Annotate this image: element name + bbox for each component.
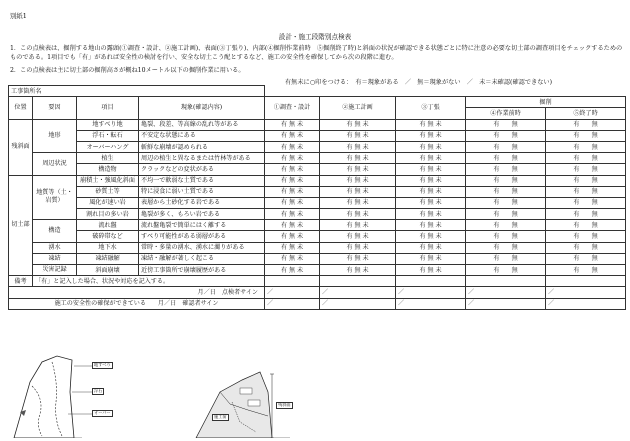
check-cell[interactable]: 有 無 未 <box>320 209 396 220</box>
remarks-text: 「有」と記入した場合、状況や対応を記入する。 <box>33 276 265 287</box>
factor-cell: 地形 <box>33 119 77 153</box>
confirm-slash[interactable]: ／ <box>546 298 626 309</box>
check-cell[interactable]: 有 無 未 <box>265 253 320 264</box>
check-cell[interactable]: 有 無 <box>466 186 546 197</box>
check-cell[interactable]: 有 無 <box>466 220 546 231</box>
check-cell[interactable]: 有 無 未 <box>396 231 466 242</box>
phenomenon-cell: 亀裂、段差、等高線の乱れ等がある <box>139 119 265 130</box>
phenomenon-cell: 亀裂が多く、もろい岩である <box>139 209 265 220</box>
check-cell[interactable]: 有 無 <box>546 242 626 253</box>
table-row <box>9 153 626 164</box>
item-cell: 地下水 <box>77 242 139 253</box>
check-cell[interactable]: 有 無 <box>466 175 546 186</box>
phenomenon-cell: 斬鮮な崩壊が認められる <box>139 141 265 152</box>
page-title: 設計・施工段階別点検表 <box>278 33 352 41</box>
slope-diagram-left <box>12 352 162 438</box>
instruction-note-2: 2．この点検表は主に切土部の掘削高さが概ね10メートル以下の掘削作業に用いる。 <box>10 67 245 74</box>
header-position: 位置 <box>9 97 33 119</box>
site-name-label: 工事箇所名 <box>9 86 265 97</box>
check-cell[interactable]: 有 無 <box>466 197 546 208</box>
factor-cell: 災害記録 <box>33 265 77 276</box>
item-cell: 破砕帯など <box>77 231 139 242</box>
check-cell[interactable]: 有 無 未 <box>396 253 466 264</box>
header-after: ⑤終了時 <box>546 108 626 119</box>
safety-label: 施工の安全性の確保ができている <box>54 300 146 308</box>
phenomenon-cell: 表層から土砂化する岩である <box>139 197 265 208</box>
check-cell[interactable]: 有 無 未 <box>320 265 396 276</box>
check-cell[interactable]: 有 無 未 <box>265 153 320 164</box>
phenomenon-cell: 不安定な状態にある <box>139 130 265 141</box>
phenomenon-cell: 周辺の植生と異なるまたは竹林等がある <box>139 153 265 164</box>
check-cell[interactable]: 有 無 <box>546 186 626 197</box>
check-cell[interactable]: 有 無 未 <box>396 242 466 253</box>
check-cell[interactable]: 有 無 <box>546 231 626 242</box>
item-cell: 構造物 <box>77 164 139 175</box>
check-cell[interactable]: 有 無 <box>466 209 546 220</box>
phenomenon-cell: 不均一で軟弱な土質である <box>139 175 265 186</box>
check-cell[interactable]: 有 無 未 <box>265 130 320 141</box>
item-cell: 流れ盤 <box>77 220 139 231</box>
table-row <box>9 265 626 276</box>
table-row <box>9 141 626 152</box>
item-cell: 浮石・転石 <box>77 130 139 141</box>
inspection-rows <box>9 119 626 276</box>
check-cell[interactable]: 有 無 <box>466 141 546 152</box>
table-row <box>9 231 626 242</box>
sign-slash[interactable]: ／ <box>546 287 626 298</box>
remarks-label: 備考 <box>9 276 33 287</box>
check-cell[interactable]: 有 無 未 <box>320 231 396 242</box>
header-before: ④作業前時 <box>466 108 546 119</box>
check-cell[interactable]: 有 無 <box>546 253 626 264</box>
check-cell[interactable]: 有 無 未 <box>265 164 320 175</box>
table-row <box>9 220 626 231</box>
item-cell: 斜面崩壊 <box>77 265 139 276</box>
check-cell[interactable]: 有 無 未 <box>320 164 396 175</box>
confirm-row-label <box>9 298 265 309</box>
check-cell[interactable]: 有 無 未 <box>265 175 320 186</box>
check-cell[interactable]: 有 無 <box>466 119 546 130</box>
inspection-table <box>8 85 626 310</box>
factor-cell: 凍結 <box>33 253 77 264</box>
attachment-label: 別紙1 <box>10 12 27 20</box>
table-row <box>9 186 626 197</box>
inspector-sign-label: 月／日 点検者サイン <box>9 287 265 298</box>
sign-slash[interactable]: ／ <box>396 287 466 298</box>
check-cell[interactable]: 有 無 <box>546 175 626 186</box>
header-factor: 要因 <box>33 97 77 119</box>
header-survey: ①調査・設計 <box>265 97 320 119</box>
check-cell[interactable]: 有 無 <box>546 164 626 175</box>
phenomenon-cell: 常時・多量の湧水、湧水に濁りがある <box>139 242 265 253</box>
check-cell[interactable]: 有 無 未 <box>396 130 466 141</box>
check-cell[interactable]: 有 無 未 <box>265 209 320 220</box>
fig-left-label: 地すべり <box>94 362 111 367</box>
check-cell[interactable]: 有 無 <box>466 265 546 276</box>
check-cell[interactable]: 有 無 <box>466 253 546 264</box>
check-cell[interactable]: 有 無 <box>546 209 626 220</box>
check-cell[interactable]: 有 無 <box>546 119 626 130</box>
check-cell[interactable]: 有 無 <box>546 130 626 141</box>
table-row <box>9 253 626 264</box>
table-row <box>9 175 626 186</box>
fig-left-label: オーバー <box>94 410 111 415</box>
sign-slash[interactable]: ／ <box>320 287 396 298</box>
factor-cell: 地質等（土・岩質） <box>33 175 77 220</box>
item-cell: 割れ目の多い岩 <box>77 209 139 220</box>
confirm-slash[interactable]: ／ <box>320 298 396 309</box>
confirm-slash[interactable]: ／ <box>466 298 546 309</box>
check-cell[interactable]: 有 無 未 <box>320 197 396 208</box>
check-cell[interactable]: 有 無 未 <box>320 242 396 253</box>
marking-legend: 有無未に○印をつける： 有＝現象がある ／ 無＝現象がない ／ 未＝未確認(確認できない) <box>285 79 552 86</box>
table-row <box>9 209 626 220</box>
phenomenon-cell: 凍結・融解が著しく起こる <box>139 253 265 264</box>
factor-cell: 周辺状況 <box>33 153 77 175</box>
check-cell[interactable]: 有 無 <box>466 242 546 253</box>
check-cell[interactable]: 有 無 <box>546 197 626 208</box>
check-cell[interactable]: 有 無 未 <box>396 164 466 175</box>
position-cell: 残斜面 <box>9 119 33 175</box>
check-cell[interactable]: 有 無 <box>546 141 626 152</box>
sign-slash[interactable]: ／ <box>265 287 320 298</box>
check-cell[interactable]: 有 無 <box>546 153 626 164</box>
check-cell[interactable]: 有 無 未 <box>320 253 396 264</box>
slope-illustration-left <box>12 352 162 438</box>
check-cell[interactable]: 有 無 未 <box>396 209 466 220</box>
check-cell[interactable]: 有 無 未 <box>396 186 466 197</box>
check-cell[interactable]: 有 無 未 <box>265 119 320 130</box>
check-cell[interactable]: 有 無 未 <box>396 141 466 152</box>
slope-diagram-right <box>190 352 340 438</box>
item-cell: 植生 <box>77 153 139 164</box>
sign-slash[interactable]: ／ <box>466 287 546 298</box>
phenomenon-cell: すべり可能性がある弱層がある <box>139 231 265 242</box>
header-stake: ③丁張 <box>396 97 466 119</box>
item-cell: オーバーハング <box>77 141 139 152</box>
check-cell[interactable]: 有 無 <box>546 265 626 276</box>
check-cell[interactable]: 有 無 未 <box>320 119 396 130</box>
check-cell[interactable]: 有 無 未 <box>396 119 466 130</box>
fig-right-label: 残斜面 <box>278 402 291 407</box>
check-cell[interactable]: 有 無 未 <box>320 220 396 231</box>
position-cell: 切土部 <box>9 175 33 276</box>
check-cell[interactable]: 有 無 未 <box>265 231 320 242</box>
check-cell[interactable]: 有 無 未 <box>265 220 320 231</box>
check-cell[interactable]: 有 無 未 <box>265 186 320 197</box>
item-cell: 凍結融解 <box>77 253 139 264</box>
check-cell[interactable]: 有 無 未 <box>396 153 466 164</box>
table-row <box>9 119 626 130</box>
confirm-slash[interactable]: ／ <box>396 298 466 309</box>
check-cell[interactable]: 有 無 未 <box>320 186 396 197</box>
instruction-note-1: 1．この点検表は、掘削する地山の露頭(①調査・設計、②施工計画)、表面(③丁張り)、内部(④掘削作業前時 ⑤掘削終了時)と斜面の状況が確認できる状態ごとに特に注意の必要な切土部の調査項目をチェックするためのものである。1項目でも「有」があれば安全性の検討を行い、安全な切土こう配とするなど、施工の安全性を確保してから次の段階に進む。 <box>10 45 623 61</box>
check-cell[interactable]: 有 無 未 <box>265 242 320 253</box>
check-cell[interactable]: 有 無 未 <box>396 175 466 186</box>
item-cell: 地すべり地 <box>77 119 139 130</box>
confirmer-sign-label: 月／日 確認者サイン <box>157 300 219 308</box>
check-cell[interactable]: 有 無 未 <box>265 141 320 152</box>
phenomenon-cell: 特に浸食に弱い土質である <box>139 186 265 197</box>
check-cell[interactable]: 有 無 未 <box>320 141 396 152</box>
check-cell[interactable]: 有 無 未 <box>396 220 466 231</box>
confirm-slash[interactable]: ／ <box>265 298 320 309</box>
factor-cell: 湧水 <box>33 242 77 253</box>
check-cell[interactable]: 有 無 未 <box>396 265 466 276</box>
check-cell[interactable]: 有 無 <box>546 220 626 231</box>
table-row <box>9 197 626 208</box>
check-cell[interactable]: 有 無 未 <box>320 175 396 186</box>
table-row <box>9 130 626 141</box>
factor-cell: 構造 <box>33 220 77 242</box>
item-cell: 風化が速い岩 <box>77 197 139 208</box>
check-cell[interactable]: 有 無 未 <box>265 197 320 208</box>
item-cell: 砂質土等 <box>77 186 139 197</box>
header-phenomenon: 現象(確認内容) <box>139 97 265 119</box>
check-cell[interactable]: 有 無 未 <box>396 197 466 208</box>
item-cell: 崩積土・強風化斜面 <box>77 175 139 186</box>
header-plan: ②施工計画 <box>320 97 396 119</box>
check-cell[interactable]: 有 無 <box>466 231 546 242</box>
check-cell[interactable]: 有 無 <box>466 153 546 164</box>
fig-left-label: 浮石 <box>94 388 103 393</box>
header-item: 項目 <box>77 97 139 119</box>
phenomenon-cell: クラックなどの変状がある <box>139 164 265 175</box>
header-excavation: 掘削 <box>466 97 626 108</box>
phenomenon-cell: 流れ盤亀裂で簡単にはく離する <box>139 220 265 231</box>
check-cell[interactable]: 有 無 <box>466 130 546 141</box>
fig-right-label: 施工前 <box>214 414 227 419</box>
slope-illustration-right <box>190 352 340 438</box>
table-row <box>9 242 626 253</box>
check-cell[interactable]: 有 無 未 <box>320 130 396 141</box>
check-cell[interactable]: 有 無 未 <box>265 265 320 276</box>
check-cell[interactable]: 有 無 未 <box>320 153 396 164</box>
check-cell[interactable]: 有 無 <box>466 164 546 175</box>
phenomenon-cell: 近傍工事箇所で崩壊履歴がある <box>139 265 265 276</box>
table-row <box>9 164 626 175</box>
